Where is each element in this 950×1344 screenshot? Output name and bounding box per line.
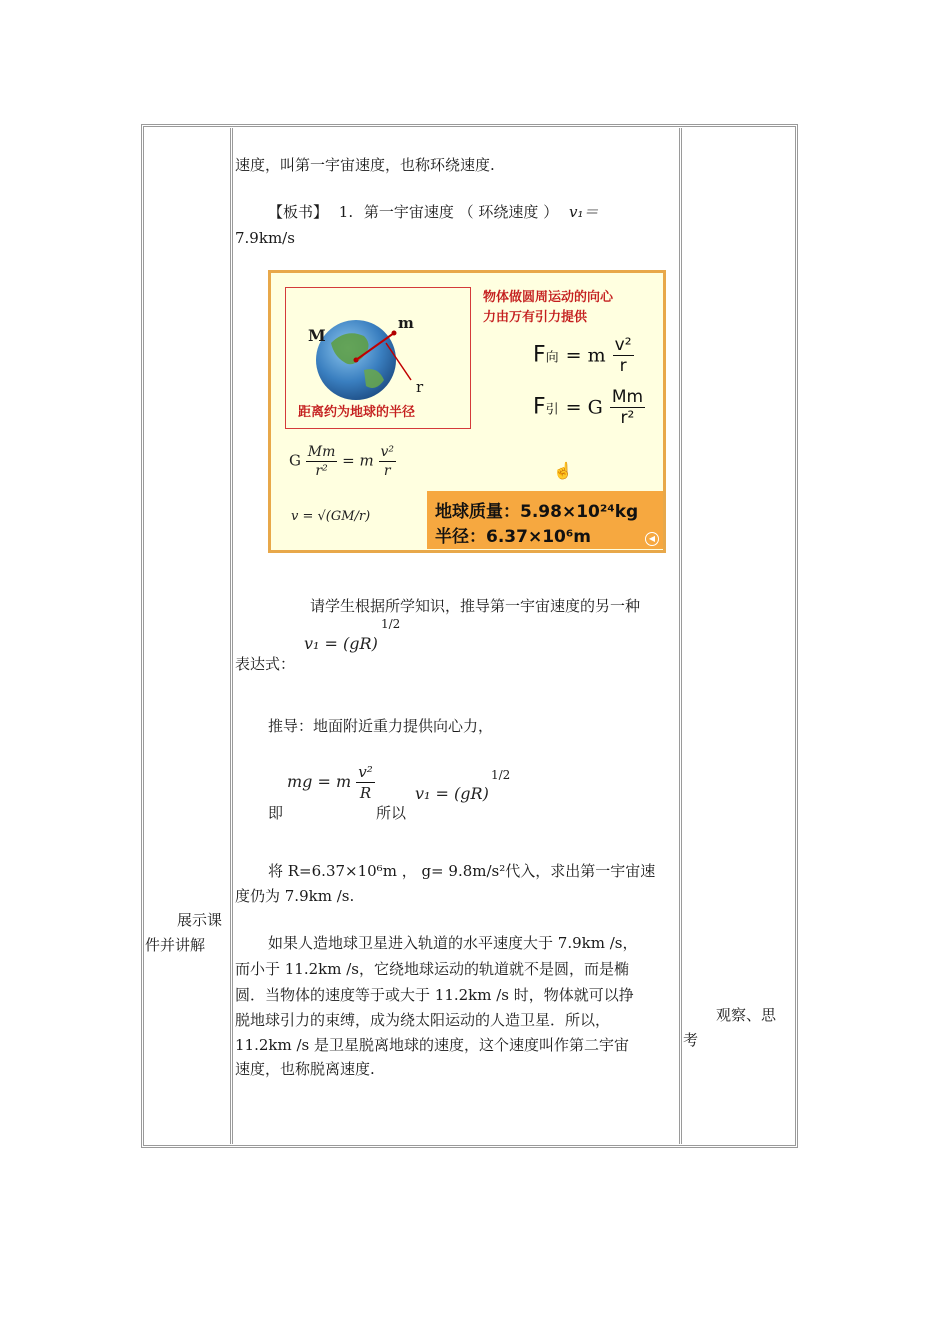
formula-v1-expression: v₁ = (gR)	[304, 634, 378, 653]
radius-label: r	[416, 378, 424, 396]
paragraph-second-speed-line4: 脱地球引力的束缚，成为绕太阳运动的人造卫星．所以，	[235, 1011, 611, 1029]
box-caption: 距离约为地球的半径	[298, 405, 416, 420]
formula-v1-result: v₁ = (gR)	[415, 784, 489, 803]
board-label: 【板书】	[268, 203, 329, 221]
paragraph-task: 请学生根据所学知识，推导第一宇宙速度的另一种	[310, 597, 641, 615]
note-line1: 物体做圆周运动的向心	[483, 290, 614, 305]
right-col-line2: 考	[683, 1031, 699, 1049]
earth-constants-band	[427, 491, 663, 549]
play-icon[interactable]: ◀	[645, 532, 659, 546]
left-col-line1: 展示课	[177, 911, 223, 929]
centripetal-force-formula: F向 = m $\frac{\text{v²}}{r}$	[533, 335, 632, 376]
label-ji: 即	[268, 804, 284, 822]
paragraph-substitute-line2: 度仍为 7.9km /s.	[235, 887, 355, 905]
column-divider-right	[679, 128, 682, 1144]
paragraph-second-speed-line3: 圆．当物体的速度等于或大于 11.2km /s 时，物体就可以挣	[235, 986, 634, 1004]
right-col-line1: 观察、思	[716, 1006, 777, 1024]
board-value: 7.9km/s	[235, 229, 295, 247]
courseware-slide	[268, 270, 666, 553]
board-note	[268, 199, 598, 225]
paragraph-first-speed: 速度，叫第一宇宙速度，也称环绕速度.	[235, 156, 495, 174]
earth-mass-value: 地球质量：5.98×10²⁴kg	[435, 502, 639, 522]
paragraph-task-tail: 表达式：	[235, 655, 296, 673]
left-col-line2: 件并讲解	[145, 936, 206, 954]
board-number: 1.	[338, 203, 354, 221]
formula-v1-exponent: 1/2	[381, 617, 401, 631]
column-divider-left	[230, 128, 233, 1144]
gravity-force-formula: F引 = G $\frac{Mm}{\text{r²}}$	[533, 387, 644, 428]
hand-cursor-icon: ☝	[553, 461, 573, 480]
earth-diagram-box	[285, 287, 471, 429]
earth-radius-value: 半径：6.37×10⁶m	[435, 527, 592, 547]
board-variable: v₁＝	[568, 203, 599, 221]
formula-mg: mg = m $\frac{\text{v²}}{R}$	[287, 763, 373, 802]
satellite-mass-label: m	[398, 314, 414, 332]
paragraph-substitute-line1: 将 R=6.37×10⁶m ， g= 9.8m/s²代入，求出第一宇宙速	[268, 862, 656, 880]
note-line2: 力由万有引力提供	[483, 310, 588, 325]
paragraph-second-speed-line2: 而小于 11.2km /s，它绕地球运动的轨道就不是圆，而是椭	[235, 960, 630, 978]
label-suoyi: 所以	[376, 804, 407, 822]
formula-v1-result-exponent: 1/2	[491, 768, 511, 782]
board-text: 第一宇宙速度 （ 环绕速度 ）	[363, 203, 559, 221]
earth-mass-label: M	[308, 326, 326, 345]
paragraph-second-speed-line5: 11.2km /s 是卫星脱离地球的速度，这个速度叫作第二宇宙	[235, 1036, 630, 1054]
paragraph-derivation: 推导：地面附近重力提供向心力，	[268, 717, 494, 735]
equation-velocity: v = √(GM/r)	[291, 509, 371, 524]
paragraph-second-speed-line1: 如果人造地球卫星进入轨道的水平速度大于 7.9km /s，	[268, 934, 638, 952]
paragraph-second-speed-line6: 速度，也称脱离速度.	[235, 1060, 375, 1078]
equation-gravity-equals-centripetal: G $\frac{Mm}{\text{r²}}$ = m $\frac{\text{v²}}{r}$	[289, 444, 395, 479]
